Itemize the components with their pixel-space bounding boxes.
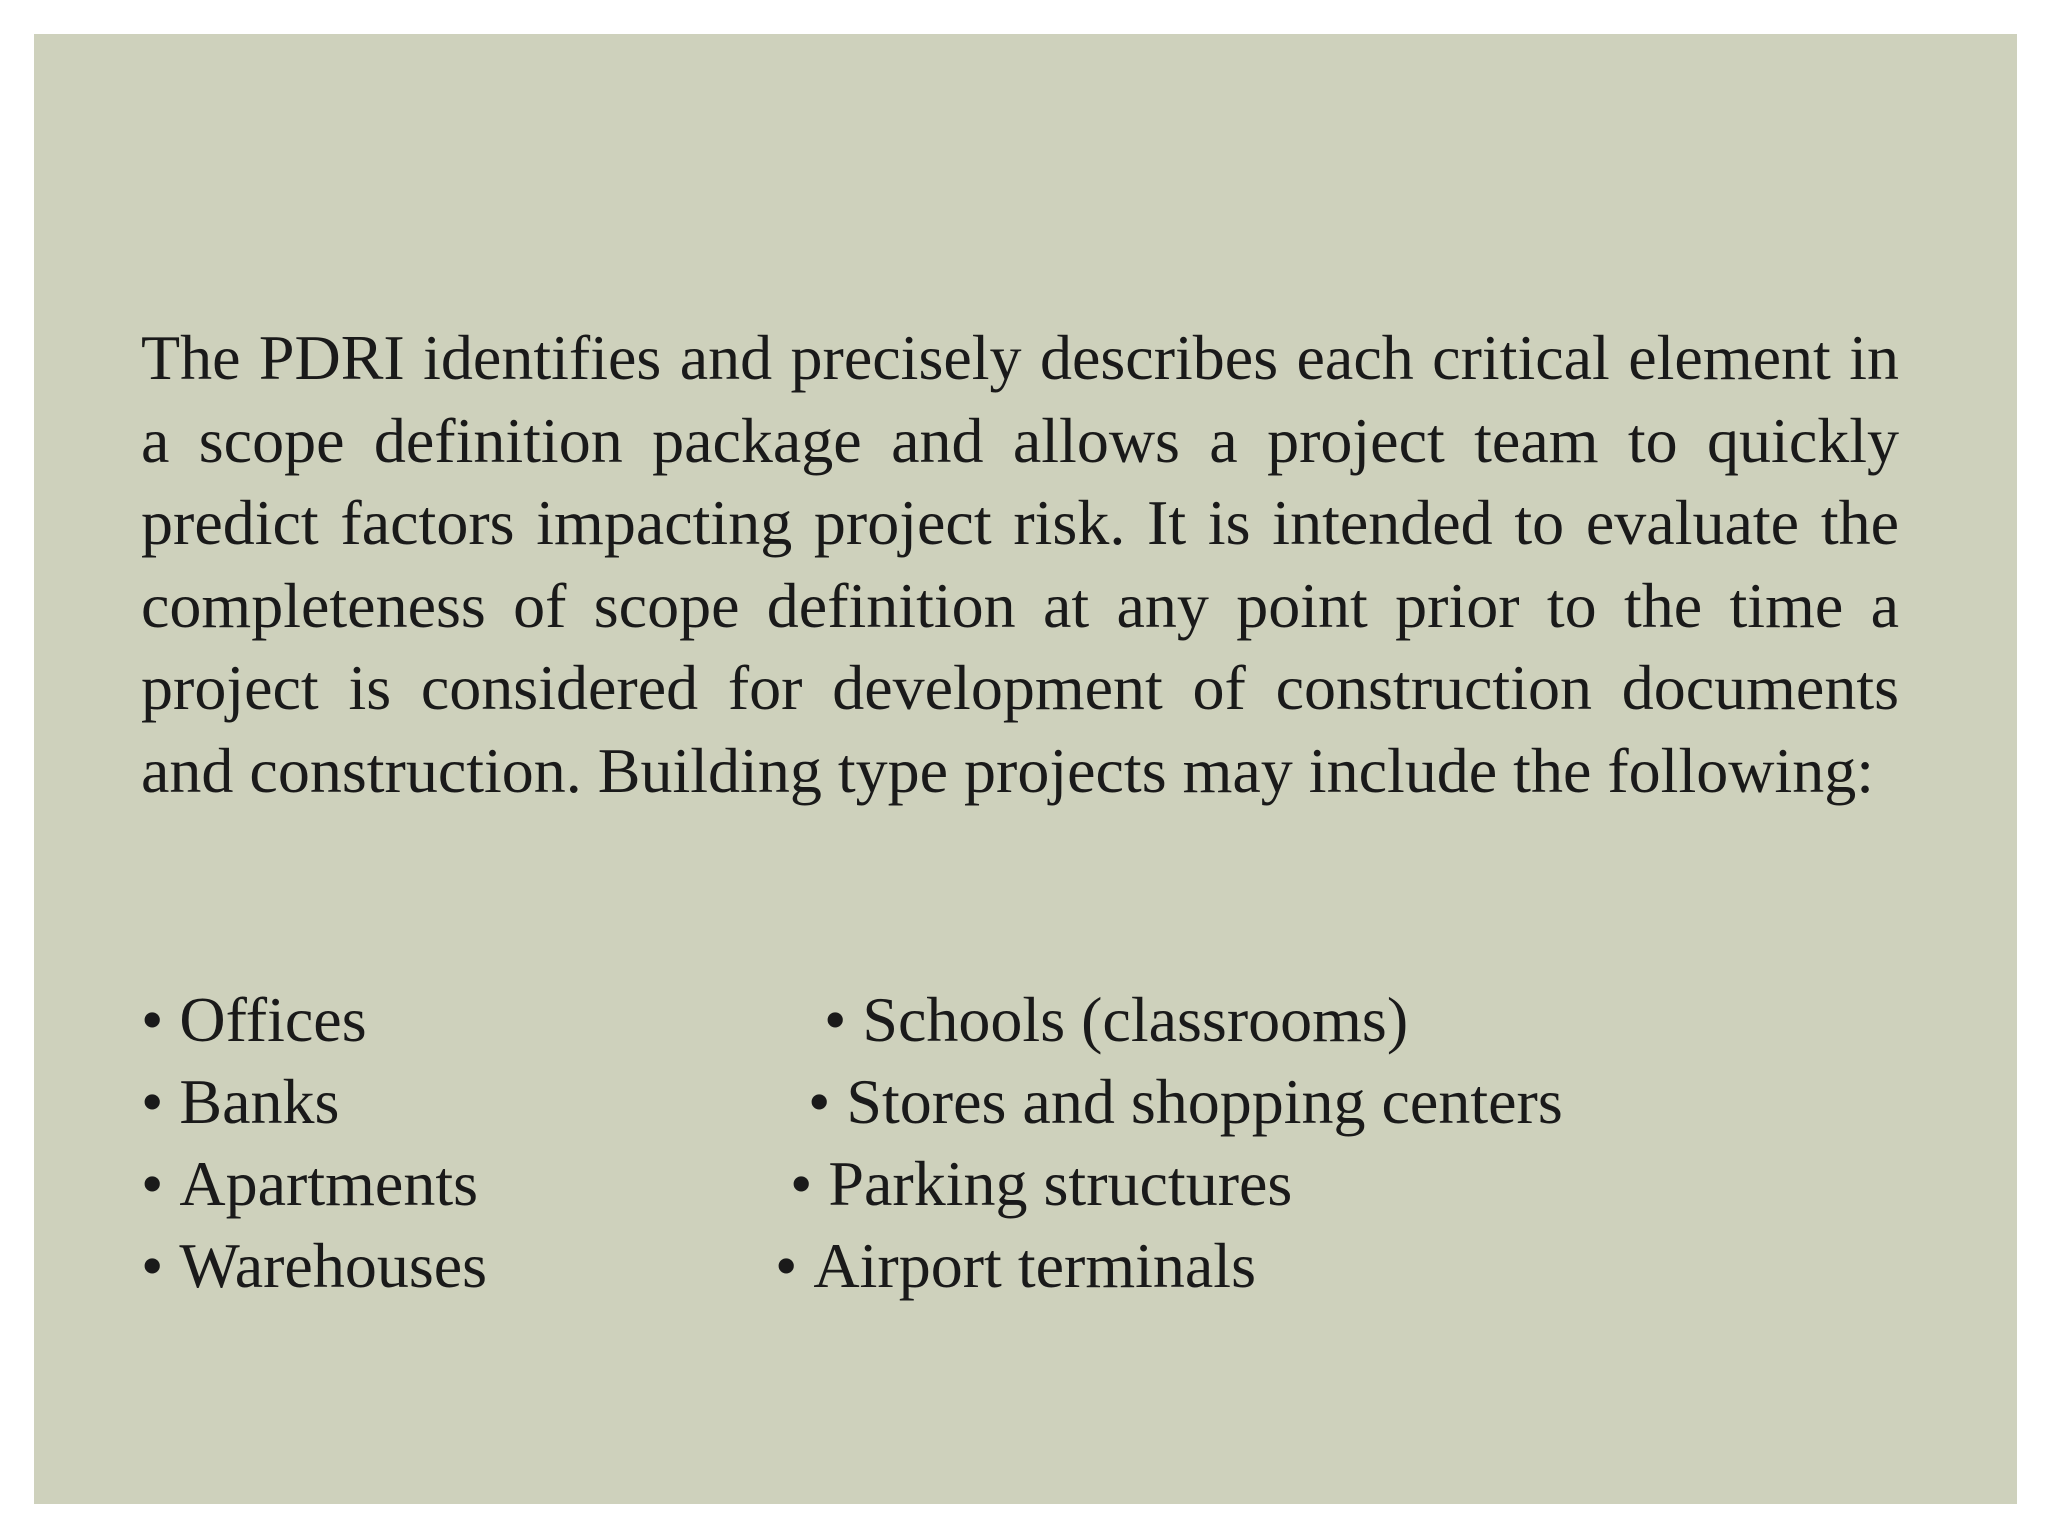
list-item-label: Airport terminals	[813, 1230, 1256, 1301]
bullet-icon: •	[790, 1148, 813, 1219]
list-item-parking	[790, 1143, 1292, 1225]
list-item-label: Stores and shopping centers	[846, 1066, 1563, 1137]
list-item-warehouses	[141, 1225, 487, 1307]
bullet-icon: •	[808, 1066, 831, 1137]
list-item-label: Banks	[179, 1066, 340, 1137]
list-item-offices	[141, 979, 367, 1061]
list-item-label: Offices	[179, 984, 367, 1055]
bullet-icon: •	[775, 1230, 798, 1301]
list-item-banks	[141, 1061, 339, 1143]
intro-paragraph: The PDRI identifies and precisely describes each critical element in a scope definition package and allows a project team to quickly predict factors impacting project risk. It is intended to evaluate the completeness of scope definition at any point prior to the time a project is considered for development of construction documents and construction. Building type projects may include the following:	[141, 322, 1899, 806]
bullet-icon: •	[824, 984, 847, 1055]
slide-background	[34, 34, 2017, 1504]
bullet-icon: •	[141, 1148, 164, 1219]
bullet-icon: •	[141, 984, 164, 1055]
list-item-stores	[808, 1061, 1563, 1143]
list-item-apartments	[141, 1143, 478, 1225]
bullet-icon: •	[141, 1066, 164, 1137]
bullet-icon: •	[141, 1230, 164, 1301]
list-item-label: Schools (classrooms)	[862, 984, 1409, 1055]
list-item-airport	[775, 1225, 1256, 1307]
list-item-schools	[824, 979, 1408, 1061]
list-item-label: Warehouses	[179, 1230, 488, 1301]
list-item-label: Apartments	[179, 1148, 478, 1219]
list-item-label: Parking structures	[828, 1148, 1293, 1219]
